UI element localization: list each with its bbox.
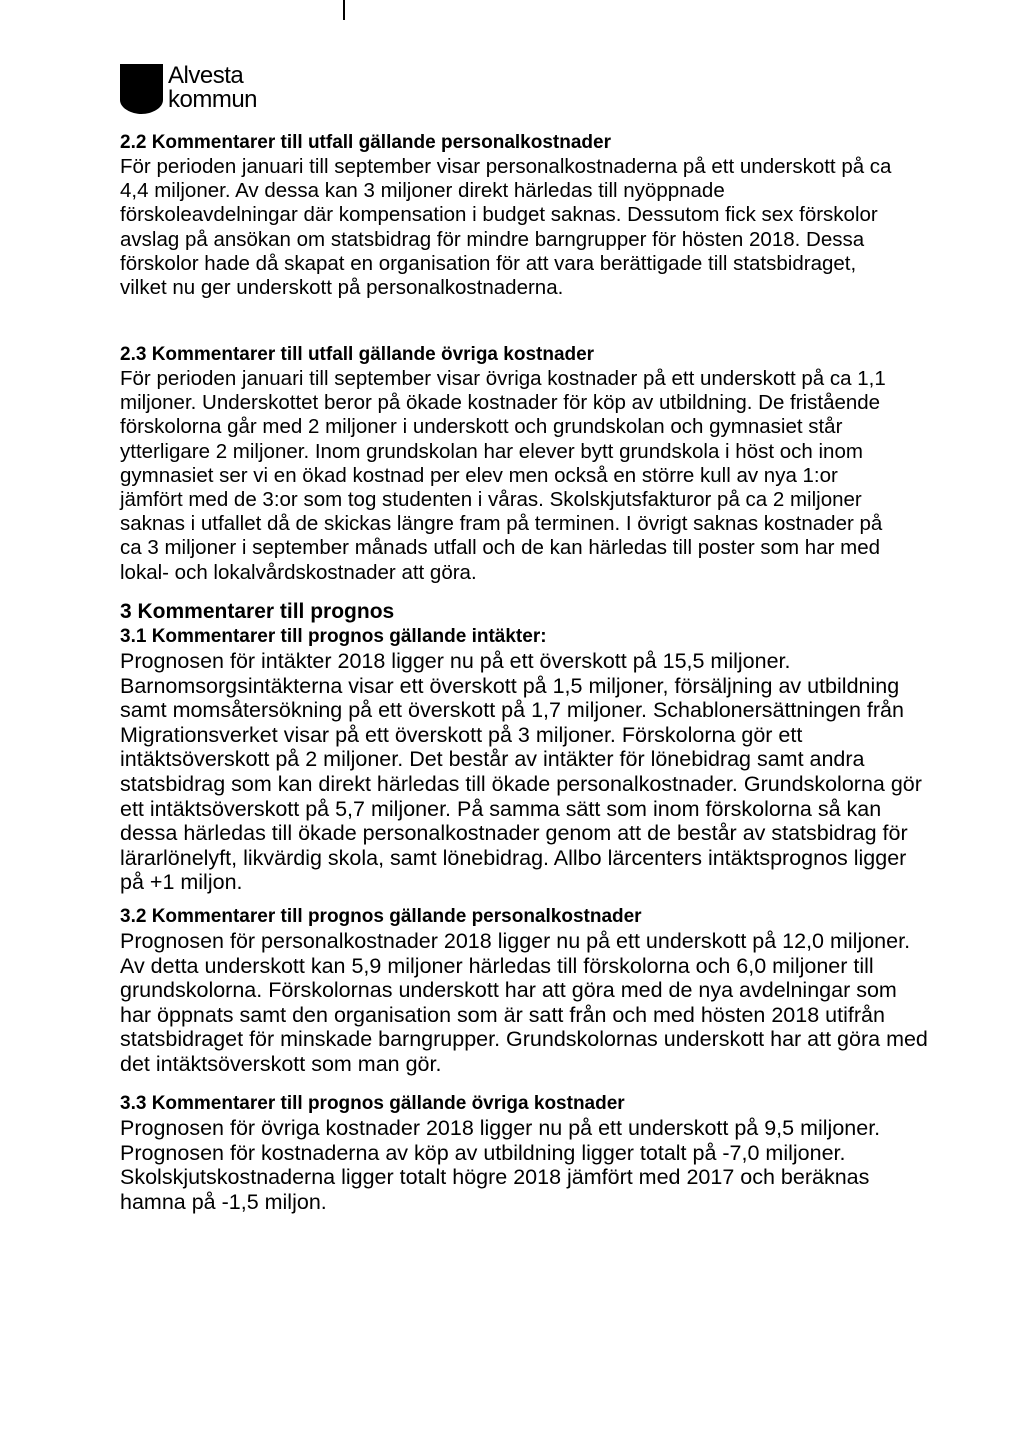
text-line: samt momsåtersökning på ett överskott på 1,7 miljoner. Schablonersättningen från [120,698,904,723]
section-3-1 [120,625,922,895]
text-line: Av detta underskott kan 5,9 miljoner härledas till förskolorna och 6,0 miljoner till [120,953,874,978]
text-line: Barnomsorgsintäkterna visar ett överskott på 1,5 miljoner, försäljning av utbildning [120,673,900,698]
section-heading: 3.2 Kommentarer till prognos gällande personalkostnader [120,906,642,927]
text-line: För perioden januari till september visar personalkostnaderna på ett underskott på ca [120,155,892,178]
section-heading: 3 Kommentarer till prognos [120,600,395,623]
text-line: på +1 miljon. [120,870,243,895]
section-body [120,1116,900,1214]
text-line: dessa härledas till ökade personalkostnader genom att de består av statsbidrag för [120,821,908,846]
text-line: förskolorna går med 2 miljoner i underskott och grundskolan och gymnasiet står [120,415,843,439]
text-line: förskoleavdelningar där kompensation i budget saknas. Dessutom fick sex förskolor [120,203,878,227]
text-line: ca 3 miljoner i september månads utfall och de kan härledas till poster som har med [120,536,881,560]
text-line: förskolor hade då skapat en organisation för att vara berättigade till statsbidraget, [120,251,857,275]
text-line: Prognosen för personalkostnader 2018 ligger nu på ett underskott på 12,0 miljoner. [120,929,911,953]
text-line: ett intäktsöverskott på 5,7 miljoner. På samma sätt som inom förskolorna så kan [120,796,882,821]
text-line: intäktsöverskott på 2 miljoner. Det består av intäkter för lönebidrag samt andra [120,747,865,772]
section-body [120,155,900,300]
text-line: avslag på ansökan om statsbidrag för mindre barngrupper för hösten 2018. Dessa [120,227,865,251]
section-body [120,929,928,1077]
logo-text [168,64,257,112]
text-line: gymnasiet ser vi en ökad kostnad per elev men också en större kull av nya 1:or [120,463,838,487]
text-line: För perioden januari till september visar övriga kostnader på ett underskott på ca 1,1 [120,367,886,390]
text-line: Prognosen för övriga kostnader 2018 ligger nu på ett underskott på 9,5 miljoner. [120,1116,881,1140]
text-line: ytterligare 2 miljoner. Inom grundskolan har elever bytt grundskola i höst och inom [120,439,863,463]
text-line: saknas i utfallet då de skickas längre fram på terminen. I övrigt saknas kostnader på [120,512,883,536]
text-line: grundskolorna. Förskolornas underskott har att göra med de nya avdelningar som [120,978,897,1003]
text-line: lokal- och lokalvårdskostnader att göra. [120,560,477,584]
section-body [120,649,922,895]
text-line: 4,4 miljoner. Av dessa kan 3 miljoner direkt härledas till nyöppnade [120,179,725,203]
text-line: statsbidrag som kan direkt härledas till ökade personalkostnader. Grundskolorna gör [120,771,922,796]
text-line: jämfört med de 3:or som tog studenten i våras. Skolskjutsfakturor på ca 2 miljoner [120,488,862,512]
text-line: hamna på -1,5 miljon. [120,1189,327,1214]
section-heading: 3.3 Kommentarer till prognos gällande övriga kostnader [120,1093,625,1114]
logo [120,64,320,116]
text-line: Migrationsverket visar på ett överskott på 3 miljoner. Förskolorna gör ett [120,722,803,747]
shield-icon [120,64,163,114]
text-line: statsbidraget för minskade barngrupper. Grundskolornas underskott har att göra med [120,1027,928,1052]
section-heading: 2.2 Kommentarer till utfall gällande personalkostnader [120,132,611,153]
text-line: Skolskjutskostnaderna ligger totalt högre 2018 jämfört med 2017 och beräknas [120,1165,870,1190]
text-line: Prognosen för intäkter 2018 ligger nu på ett överskott på 15,5 miljoner. [120,649,791,673]
text-line: vilket nu ger underskott på personalkostnaderna. [120,276,564,300]
section-heading: 2.3 Kommentarer till utfall gällande övriga kostnader [120,344,595,365]
scan-mark [343,0,345,20]
logo-line-1: Alvesta [168,62,244,89]
section-body [120,367,900,585]
text-line: miljoner. Underskottet beror på ökade kostnader för köp av utbildning. De fristående [120,391,881,415]
text-line: det intäktsöverskott som man gör. [120,1051,442,1076]
section-2-2 [120,131,900,300]
text-line: Prognosen för kostnaderna av köp av utbildning ligger totalt på -7,0 miljoner. [120,1140,846,1165]
section-3-2 [120,905,928,1077]
section-3-3 [120,1092,900,1214]
logo-line-2: kommun [168,86,258,113]
text-line: har öppnats samt den organisation som är satt från och med hösten 2018 utifrån [120,1002,885,1027]
section-heading: 3.1 Kommentarer till prognos gällande intäkter: [120,626,547,647]
section-2-3 [120,343,900,585]
text-line: lärarlönelyft, likvärdig skola, samt lönebidrag. Allbo lärcenters intäktsprognos ligger [120,845,907,870]
section-3 [120,599,900,625]
